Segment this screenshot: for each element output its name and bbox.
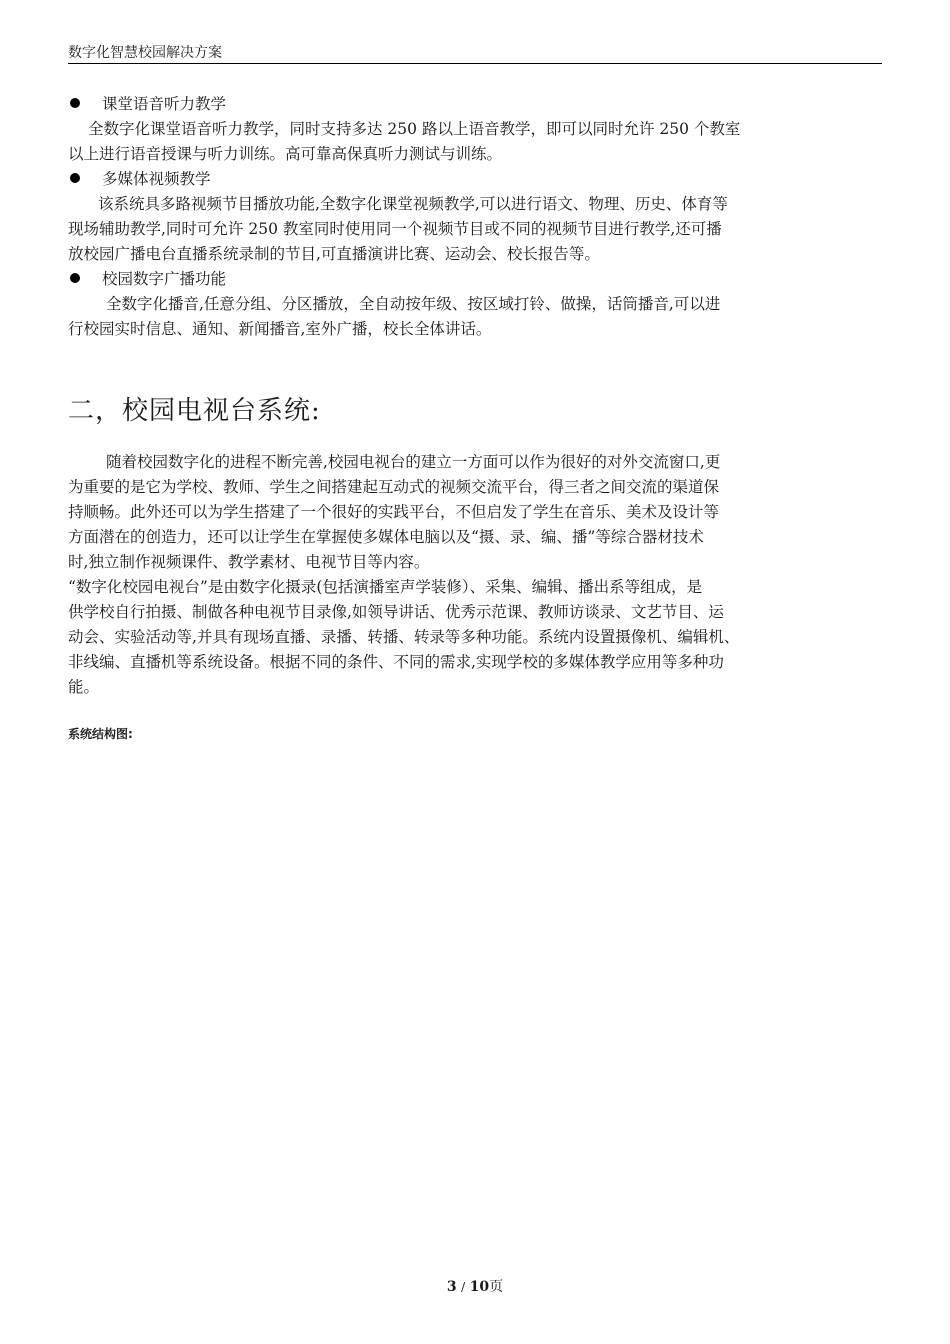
bullet-heading: 多媒体视频教学: [68, 167, 886, 192]
text-line: 供学校自行拍摄、制做各种电视节目录像,如领导讲话、优秀示范课、教师访谈录、文艺节目、运: [68, 603, 724, 621]
bullet-heading: 校园数字广播功能: [68, 267, 886, 292]
text-line: 为重要的是它为学校、教师、学生之间搭建起互动式的视频交流平台，得三者之间交流的渠道保: [68, 478, 720, 496]
text-line: 方面潜在的创造力，还可以让学生在掌握使多媒体电脑以及“摄、录、编、播”等综合器材技术: [68, 528, 704, 546]
section-paragraph-1: [68, 450, 886, 575]
bullet-paragraph: [68, 292, 886, 342]
bullet-dot-icon: [70, 273, 80, 283]
page-number-total: 10: [469, 1279, 490, 1295]
text-line: 能。: [68, 678, 100, 696]
bullet-paragraph: [68, 117, 886, 167]
text-line: 持顺畅。此外还可以为学生搭建了一个很好的实践平台，不但启发了学生在音乐、美术及设计等: [68, 503, 720, 521]
page-header: [68, 44, 882, 64]
text-line: 全数字化课堂语音听力教学，同时支持多达 250 路以上语音教学，即可以同时允许 250 个教室: [88, 120, 741, 138]
text-line: 动会、实验活动等,并具有现场直播、录播、转播、转录等多种功能。系统内设置摄像机、编辑机、: [68, 628, 740, 646]
text-line: 以上进行语音授课与听力训练。高可靠高保真听力测试与训练。: [68, 145, 503, 163]
bullet-dot-icon: [70, 173, 80, 183]
page-footer: [0, 1278, 950, 1296]
bullet-heading: 课堂语音听力教学: [68, 92, 886, 117]
bullet-dot-icon: [70, 98, 80, 108]
text-line: 时,独立制作视频课件、教学素材、电视节目等内容。: [68, 553, 430, 571]
page-content: [68, 92, 886, 742]
figure-caption: 系统结构图:: [68, 727, 133, 741]
text-line: 非线编、直播机等系统设备。根据不同的条件、不同的需求,实现学校的多媒体教学应用等多种功: [68, 653, 724, 671]
page-number-separator: /: [461, 1280, 466, 1294]
page-number-suffix: 页: [489, 1279, 504, 1295]
text-line: 该系统具多路视频节目播放功能,全数字化课堂视频教学,可以进行语文、物理、历史、体育等: [98, 195, 728, 213]
text-line: 行校园实时信息、通知、新闻播音,室外广播，校长全体讲话。: [68, 320, 492, 338]
section-title: 二，校园电视台系统:: [68, 396, 321, 426]
text-line: “数字化校园电视台”是由数字化摄录(包括演播室声学装修）、采集、编辑、播出系等组成，是: [68, 578, 703, 596]
text-line: 随着校园数字化的进程不断完善,校园电视台的建立一方面可以作为很好的对外交流窗口,更: [106, 453, 721, 471]
header-title: 数字化智慧校园解决方案: [68, 45, 222, 61]
bullet-paragraph: [68, 192, 886, 267]
section-paragraph-2: [68, 575, 886, 700]
page-number-current: 3: [446, 1279, 457, 1295]
text-line: 放校园广播电台直播系统录制的节目,可直播演讲比赛、运动会、校长报告等。: [68, 245, 600, 263]
text-line: 现场辅助教学,同时可允许 250 教室同时使用同一个视频节目或不同的视频节目进行教学,还可播: [68, 220, 722, 238]
text-line: 全数字化播音,任意分组、分区播放，全自动按年级、按区域打铃、做操，话筒播音,可以进: [106, 295, 721, 313]
